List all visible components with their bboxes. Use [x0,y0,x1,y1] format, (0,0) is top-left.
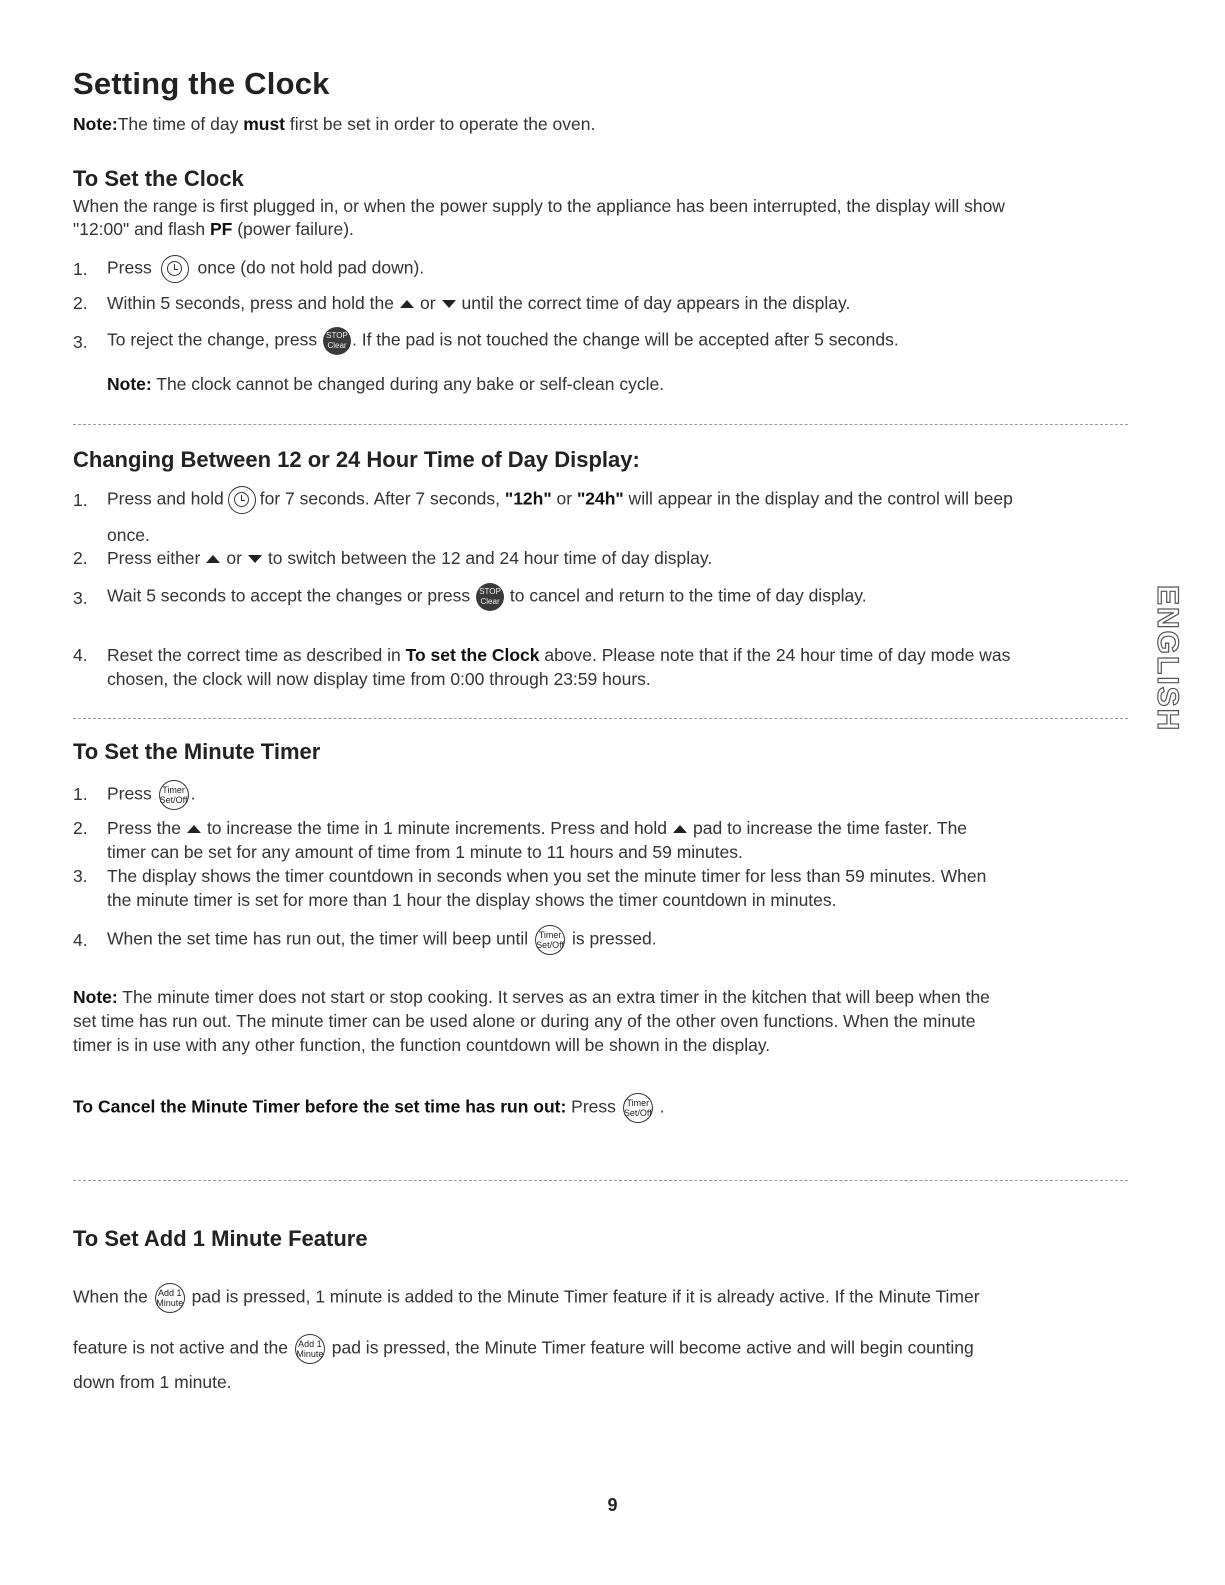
step-number: 3. [73,332,88,352]
divider [73,718,1128,719]
timer-step-1: Press Timer Set/Off . [107,780,195,810]
page-title: Setting the Clock [73,66,330,101]
hour-step-3: Wait 5 seconds to accept the changes or press STOP Clear to cancel and return to the time of day display. [107,583,867,611]
intro-note: Note:The time of day must first be set in order to operate the oven. [73,114,596,134]
heading-set-clock: To Set the Clock [73,166,244,191]
down-arrow-icon [442,300,456,308]
step-number: 3. [73,588,88,608]
timer-set-off-icon: Timer Set/Off [623,1093,653,1123]
divider [73,424,1128,425]
set-clock-step-2: Within 5 seconds, press and hold the or until the correct time of day appears in the display. [107,293,851,313]
set-clock-step-3: To reject the change, press STOP Clear . If the pad is not touched the change will be accepted after 5 seconds. [107,327,899,355]
heading-minute-timer: To Set the Minute Timer [73,739,321,764]
timer-step-3-cont: the minute timer is set for more than 1 hour the display shows the timer countdown in minutes. [107,890,837,910]
timer-step-2: Press the to increase the time in 1 minute increments. Press and hold pad to increase the time faster. The [107,818,968,838]
timer-note-2: set time has run out. The minute timer can be used alone or during any of the other oven functions. When the minute [73,1011,976,1031]
heading-hour-display: Changing Between 12 or 24 Hour Time of Day Display: [73,447,640,472]
step-number: 4. [73,930,88,950]
clock-icon [161,255,189,283]
cancel-timer-line: To Cancel the Minute Timer before the set time has run out: Press Timer Set/Off . [73,1093,665,1123]
set-clock-step-1: Press once (do not hold pad down). [107,255,424,283]
stop-clear-icon: STOP Clear [323,327,351,355]
step-number: 1. [73,490,88,510]
hour-step-1: Press and hold for 7 seconds. After 7 seconds, "12h" or "24h" will appear in the display and the control will beep [107,486,1013,514]
step-number: 4. [73,645,88,665]
timer-step-4: When the set time has run out, the timer will beep until Timer Set/Off is pressed. [107,925,657,955]
step-number: 1. [73,784,88,804]
page-number: 9 [607,1495,618,1515]
timer-step-3: The display shows the timer countdown in seconds when you set the minute timer for less than 59 minutes. When [107,866,987,886]
hour-step-2: Press either or to switch between the 12 and 24 hour time of day display. [107,548,713,568]
timer-note-1: Note: The minute timer does not start or stop cooking. It serves as an extra timer in the kitchen that will beep when the [73,987,990,1007]
add-minute-icon: Add 1 Minute [295,1334,325,1364]
stop-clear-icon: STOP Clear [476,583,504,611]
timer-set-off-icon: Timer Set/Off [535,925,565,955]
add-minute-line-3: down from 1 minute. [73,1372,232,1392]
step-number: 1. [73,259,88,279]
set-clock-para-2: "12:00" and flash PF (power failure). [73,219,354,239]
timer-step-2-cont: timer can be set for any amount of time from 1 minute to 11 hours and 59 minutes. [107,842,743,862]
hour-step-4-cont: chosen, the clock will now display time from 0:00 through 23:59 hours. [107,669,651,689]
add-minute-line-2: feature is not active and the Add 1 Minute pad is pressed, the Minute Timer feature will become active and will begin counting [73,1334,974,1364]
step-number: 3. [73,866,88,886]
divider [73,1180,1128,1181]
hour-step-1-cont: once. [107,525,150,545]
clock-icon [228,486,256,514]
set-clock-note: Note: The clock cannot be changed during any bake or self-clean cycle. [107,374,665,394]
up-arrow-icon [673,825,687,833]
up-arrow-icon [206,555,220,563]
step-number: 2. [73,818,88,838]
language-tab: ENGLISH [1151,585,1184,733]
hour-step-4: Reset the correct time as described in To set the Clock above. Please note that if the 24 hour time of day mode was [107,645,1011,665]
step-number: 2. [73,293,88,313]
add-minute-icon: Add 1 Minute [155,1283,185,1313]
up-arrow-icon [400,300,414,308]
add-minute-line-1: When the Add 1 Minute pad is pressed, 1 minute is added to the Minute Timer feature if it is already active. If the Minute Timer [73,1283,980,1313]
timer-note-3: timer is in use with any other function, the function countdown will be shown in the display. [73,1035,771,1055]
up-arrow-icon [187,825,201,833]
down-arrow-icon [248,555,262,563]
timer-set-off-icon: Timer Set/Off [159,780,189,810]
heading-add-minute: To Set Add 1 Minute Feature [73,1226,368,1251]
step-number: 2. [73,548,88,568]
set-clock-para-1: When the range is first plugged in, or when the power supply to the appliance has been interrupted, the display will show [73,196,1005,216]
